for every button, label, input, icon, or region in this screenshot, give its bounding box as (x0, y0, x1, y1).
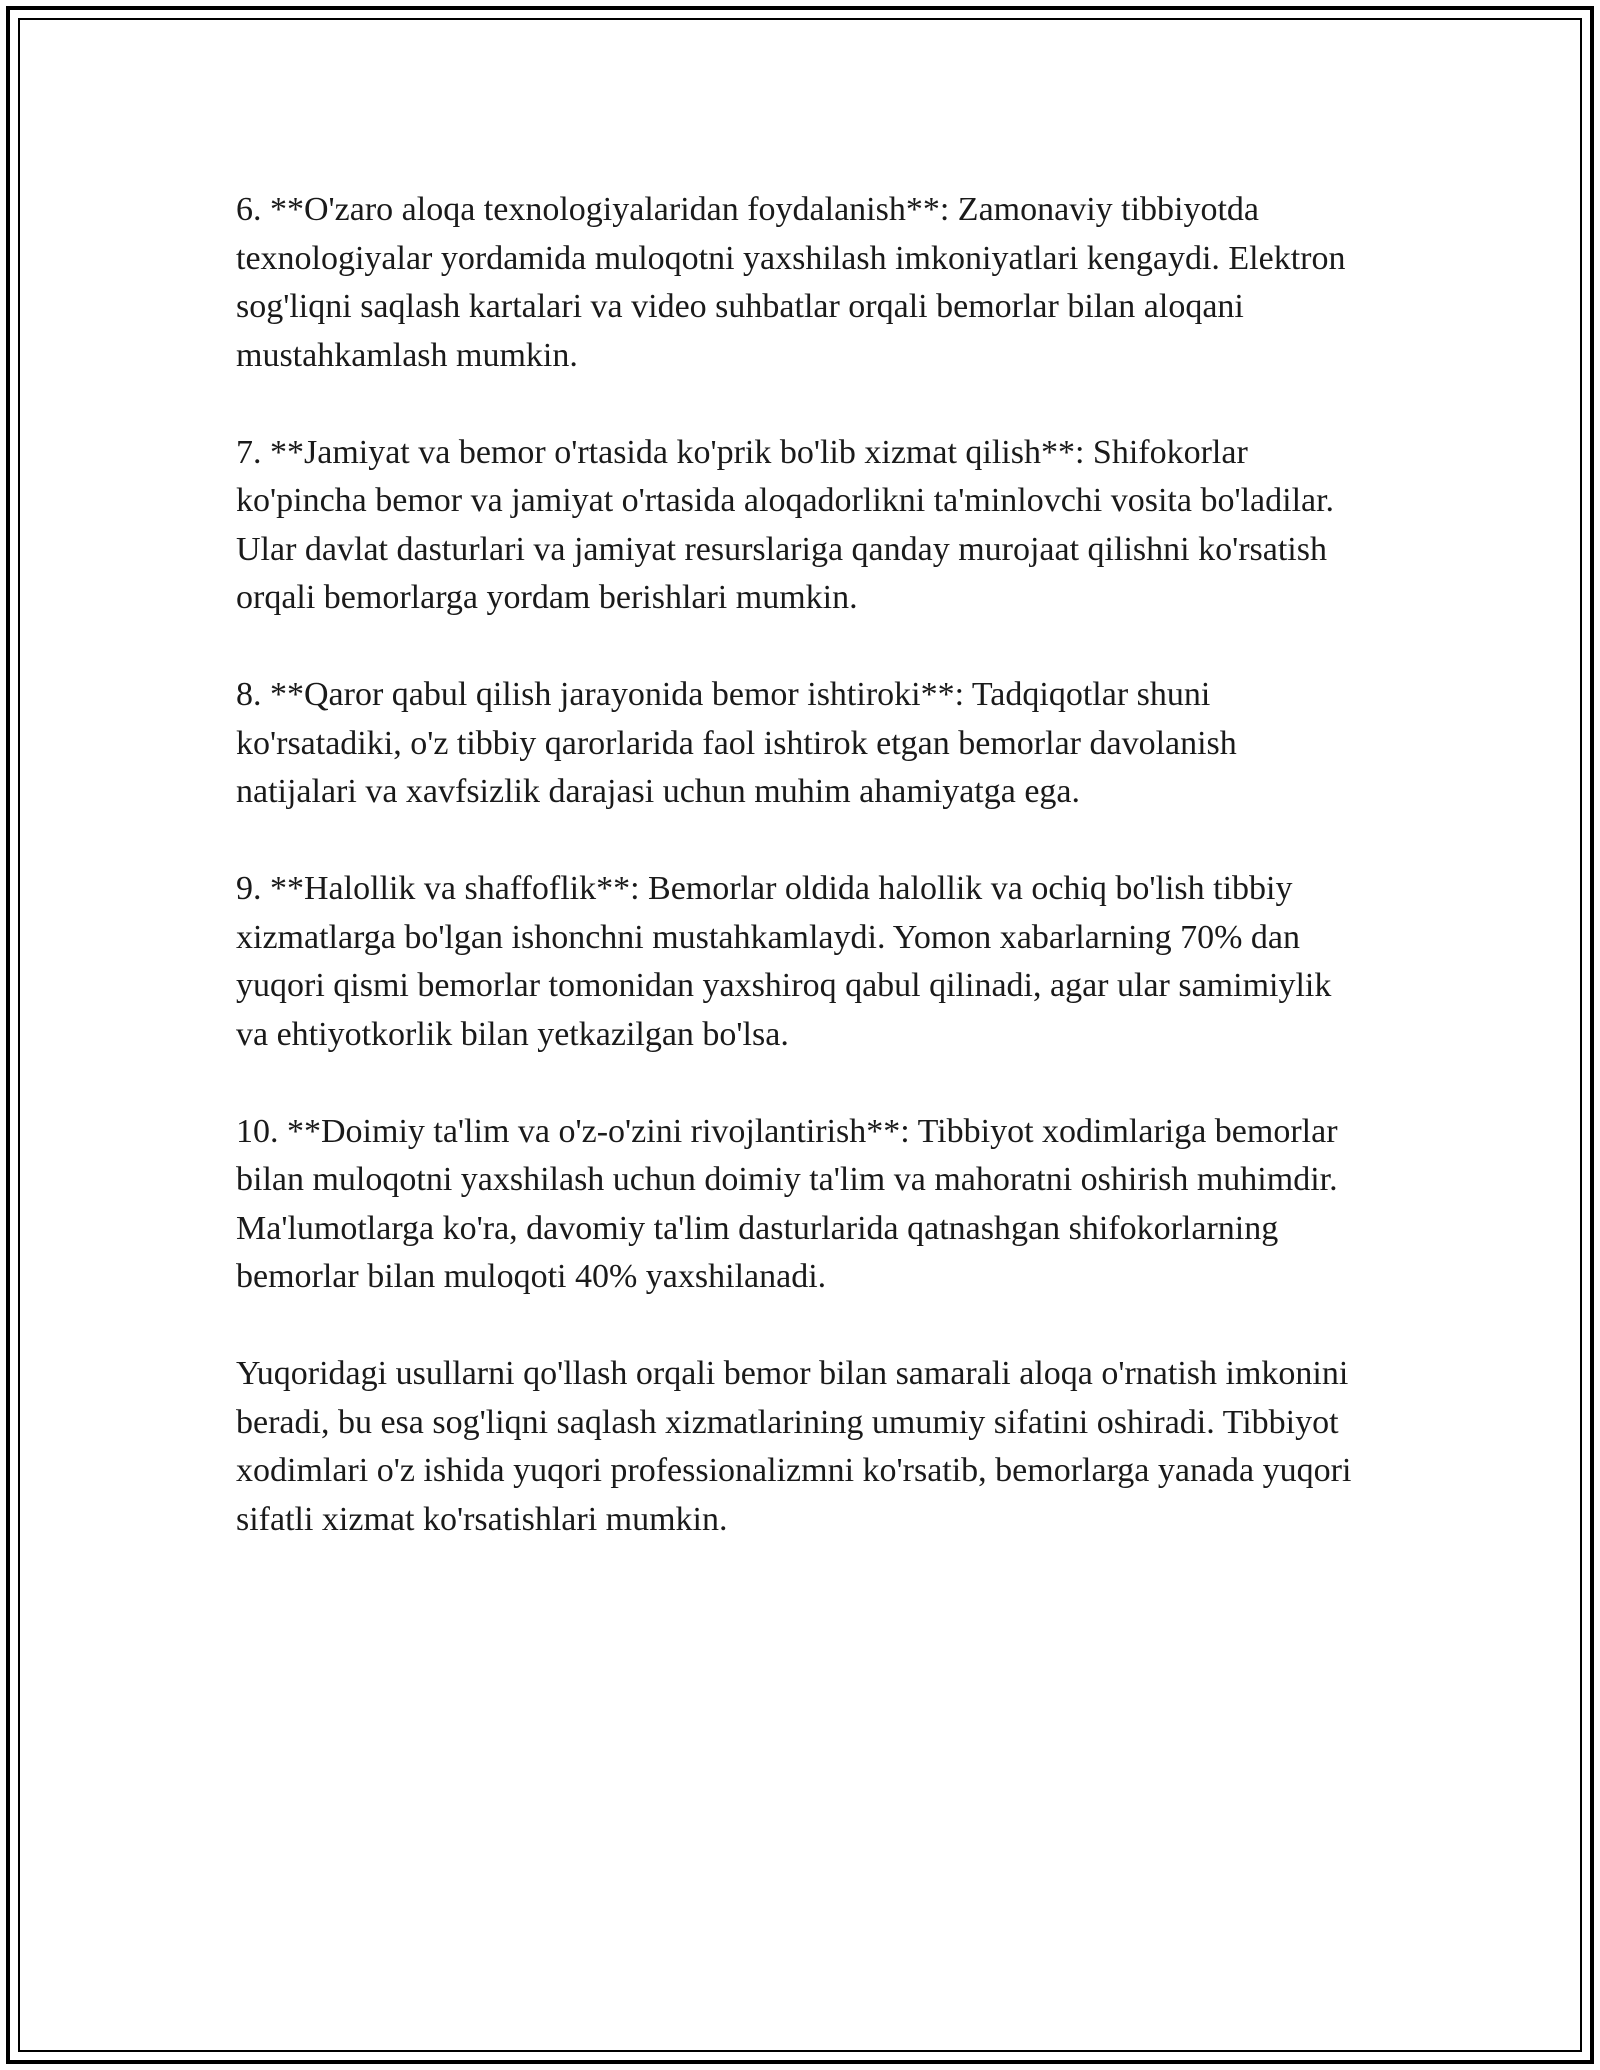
conclusion-paragraph: Yuqoridagi usullarni qo'llash orqali bemor bilan samarali aloqa o'rnatish imkonini beradi, bu esa sog'liqni saqlash xizmatlarining umumiy sifatini oshiradi. Tibbiyot xodimlari o'z ishida yuqori professionalizmni ko'rsatib, bemorlarga yanada yuqori sifatli xizmat ko'rsatishlari mumkin. (236, 1355, 1352, 1538)
list-item-7: 7. **Jamiyat va bemor o'rtasida ko'prik bo'lib xizmat qilish**: Shifokorlar ko'pincha bemor va jamiyat o'rtasida aloqadorlikni ta'minlovchi vosita bo'ladilar. Ular davlat dasturlari va jamiyat resurslariga qanday murojaat qilishni ko'rsatish orqali bemorlarga yordam berishlari mumkin. (236, 433, 1335, 616)
list-item-9: 9. **Halollik va shaffoflik**: Bemorlar oldida halollik va ochiq bo'lish tibbiy xizmatlarga bo'lgan ishonchni mustahkamlaydi. Yomon xabarlarning 70% dan yuqori qismi bemorlar tomonidan yaxshiroq qabul qilinadi, agar ular samimiylik va ehtiyotkorlik bilan yetkazilgan bo'lsa. (236, 870, 1332, 1053)
list-item-10: 10. **Doimiy ta'lim va o'z-o'zini rivojlantirish**: Tibbiyot xodimlariga bemorlar bilan muloqotni yaxshilash uchun doimiy ta'lim va mahoratni oshirish muhimdir. Ma'lumotlarga ko'ra, davomiy ta'lim dasturlarida qatnashgan shifokorlarning bemorlar bilan muloqoti 40% yaxshilanadi. (236, 1112, 1338, 1295)
list-item-8: 8. **Qaror qabul qilish jarayonida bemor ishtiroki**: Tadqiqotlar shuni ko'rsatadiki, o'z tibbiy qarorlarida faol ishtirok etgan bemorlar davolanish natijalari va xavfsizlik darajasi uchun muhim ahamiyatga ega. (236, 676, 1237, 810)
list-item-6: 6. **O'zaro aloqa texnologiyalaridan foydalanish**: Zamonaviy tibbiyotda texnologiyalar yordamida muloqotni yaxshilash imkoniyatlari kengaydi. Elektron sog'liqni saqlash kartalari va video suhbatlar orqali bemorlar bilan aloqani mustahkamlash mumkin. (236, 191, 1346, 374)
document-body (236, 186, 1366, 1544)
